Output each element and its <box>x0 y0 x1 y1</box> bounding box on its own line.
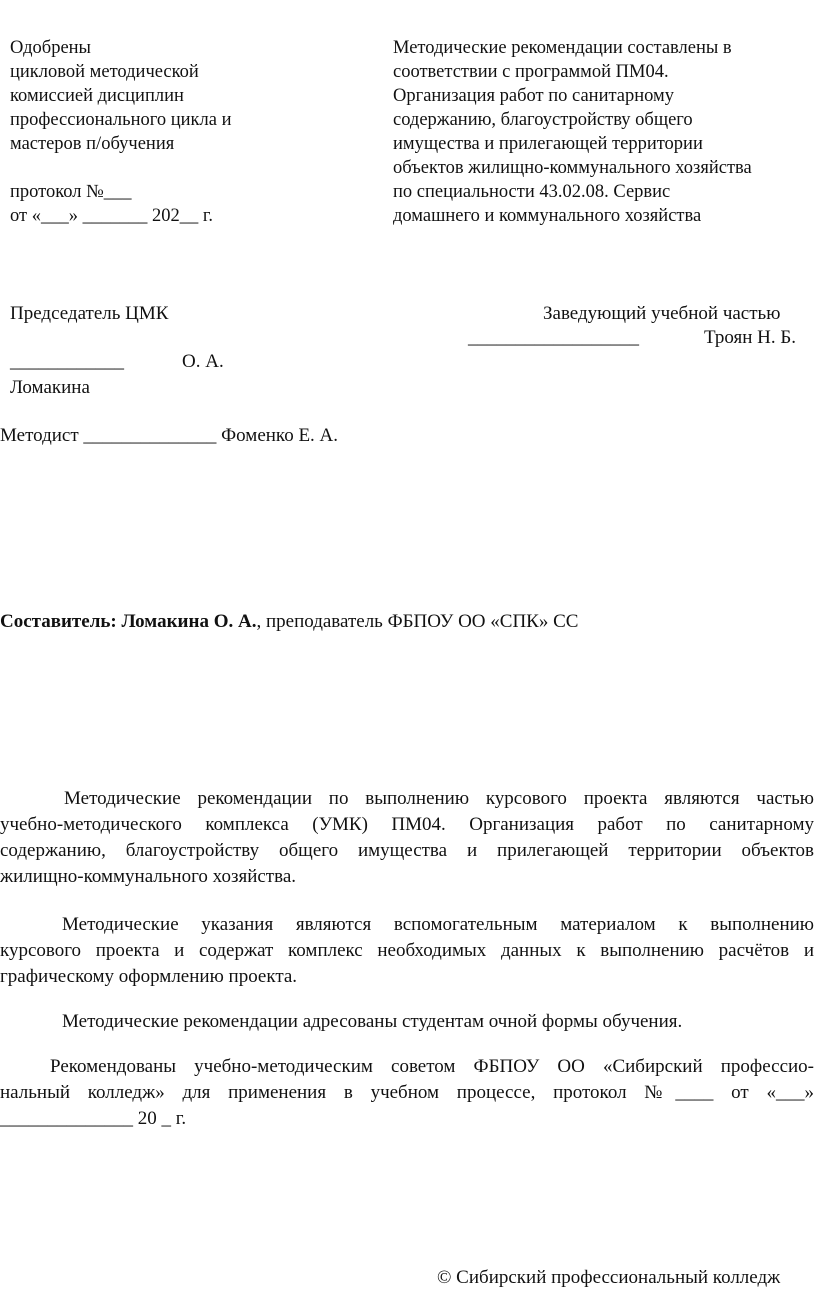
author-line <box>0 610 578 634</box>
copyright: © Сибирский профессиональный колледж <box>437 1267 781 1288</box>
note-line: содержанию, благоустройству общего <box>393 110 693 130</box>
note-line: домашнего и коммунального хозяйства <box>393 206 702 226</box>
author-position: , преподаватель ФБПОУ ОО «СПК» СС <box>256 611 579 632</box>
note-line: Методические рекомендации составлены в <box>393 38 732 58</box>
chair-signature-line: ____________ <box>10 351 124 372</box>
note-line: имущества и прилегающей территории <box>393 134 703 154</box>
paragraph-line: графическому оформлению проекта. <box>0 966 298 987</box>
protocol-date: от «___» _______ 202__ г. <box>10 206 213 226</box>
approval-line: мастеров п/обучения <box>10 134 175 154</box>
chair-surname: Ломакина <box>10 377 90 398</box>
note-line: соответствии с программой ПМ04. <box>393 62 669 82</box>
author-label: Составитель: Ломакина О. А. <box>0 611 257 632</box>
paragraph-line: курсового проекта и содержат комплекс необходимых данных к выполнению расчётов и <box>0 940 814 961</box>
note-line: объектов жилищно-коммунального хозяйства <box>393 158 752 178</box>
chair-title: Председатель ЦМК <box>10 303 169 324</box>
note-line: по специальности 43.02.08. Сервис <box>393 182 671 202</box>
paragraph-intro <box>0 786 814 890</box>
head-signature-line: __________________ <box>468 327 639 348</box>
paragraph-line: содержанию, благоустройству общего имущества и прилегающей территории объектов <box>0 840 814 861</box>
methodist-row <box>0 424 338 448</box>
methodist-name: Фоменко Е. А. <box>221 425 339 446</box>
compiled-note <box>393 36 813 228</box>
paragraph-line: Методические рекомендации по выполнению курсового проекта являются частью <box>64 788 814 809</box>
head-title: Заведующий учебной частью <box>543 303 781 324</box>
chair-initials: О. А. <box>182 351 224 372</box>
head-name: Троян Н. Б. <box>704 327 797 348</box>
note-line: Организация работ по санитарному <box>393 86 675 106</box>
methodist-label: Методист <box>0 425 79 446</box>
paragraph-audience: Методические рекомендации адресованы студентам очной формы обучения. <box>62 1011 683 1032</box>
protocol-number: протокол №___ <box>10 182 132 202</box>
paragraph-line: ______________ 20 _ г. <box>0 1108 187 1129</box>
paragraph-line: жилищно-коммунального хозяйства. <box>0 866 297 887</box>
approval-line: Одобрены <box>10 38 91 58</box>
paragraph-line: Рекомендованы учебно-методическим советом ФБПОУ ОО «Сибирский профессио- <box>50 1056 814 1077</box>
methodist-signature-line: ______________ <box>83 425 217 446</box>
paragraph-line: нальный колледж» для применения в учебном процессе, протокол №____ от «___» <box>0 1082 814 1103</box>
paragraph-line: учебно-методического комплекса (УМК) ПМ04. Организация работ по санитарному <box>0 814 814 835</box>
approval-line: комиссией дисциплин <box>10 86 184 106</box>
approval-line: цикловой методической <box>10 62 199 82</box>
approval-line: профессионального цикла и <box>10 110 232 130</box>
paragraph-purpose <box>0 912 814 990</box>
paragraph-recommendation <box>0 1054 814 1132</box>
approval-block <box>10 36 370 228</box>
paragraph-line: Методические указания являются вспомогательным материалом к выполнению <box>62 914 814 935</box>
